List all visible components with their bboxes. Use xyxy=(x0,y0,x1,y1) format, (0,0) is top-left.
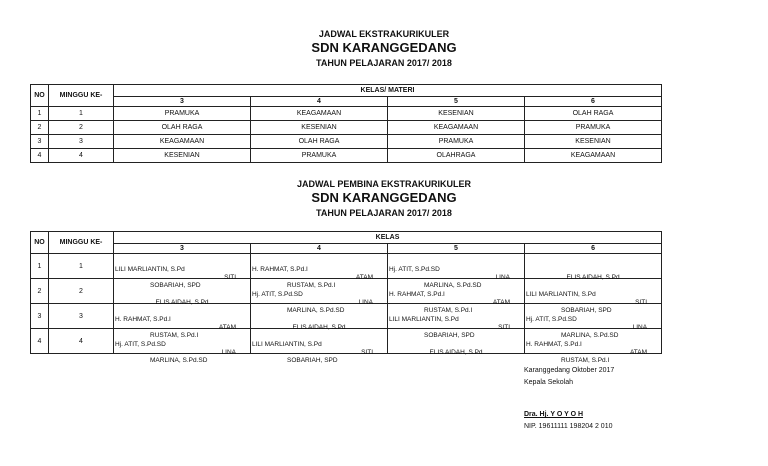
header-kelas-materi: KELAS/ MATERI xyxy=(114,85,662,97)
table-cell: KEAGAMAAN xyxy=(251,107,388,121)
row-minggu: 3 xyxy=(49,304,114,329)
row-no: 3 xyxy=(31,304,49,329)
coach-name-line: H. RAHMAT, S.Pd.I xyxy=(115,316,171,323)
table-row xyxy=(31,254,662,279)
coach-name-line: LILI MARLIANTIN, S.Pd xyxy=(526,291,596,298)
row-minggu: 3 xyxy=(49,135,114,149)
header-class-5: 5 xyxy=(388,244,525,254)
coach-name-line: SOBARIAH, SPD xyxy=(424,332,475,339)
table-cell: KEAGAMAAN xyxy=(388,121,525,135)
row-no: 3 xyxy=(31,135,49,149)
coach-name-line: MARLINA, S.Pd.SD xyxy=(150,357,208,364)
row-no: 4 xyxy=(31,149,49,163)
row-minggu: 1 xyxy=(49,107,114,121)
header-class-4: 4 xyxy=(251,244,388,254)
coach-name-line: SITI xyxy=(361,349,373,356)
school-year-title-2: TAHUN PELAJARAN 2017/ 2018 xyxy=(316,208,452,218)
header-class-6: 6 xyxy=(525,244,662,254)
table-cell: KESENIAN xyxy=(388,107,525,121)
row-no: 1 xyxy=(31,107,49,121)
coach-name-line: Hj. ATIT, S.Pd.SD xyxy=(389,266,440,273)
table-row xyxy=(31,279,662,304)
signer-role: Kepala Sekolah xyxy=(524,379,574,386)
header-minggu: MINGGU KE- xyxy=(49,232,114,254)
header-class-4: 4 xyxy=(251,97,388,107)
coach-name-line: H. RAHMAT, S.Pd.I xyxy=(526,341,582,348)
table-cell: OLAH RAGA xyxy=(525,107,662,121)
signer-name: Dra. Hj. Y O Y O H xyxy=(524,411,584,418)
coach-name-line: ATAM xyxy=(355,274,373,281)
row-minggu: 2 xyxy=(49,121,114,135)
coach-name-line: ATAM xyxy=(492,299,510,306)
coach-name-line: SITI xyxy=(498,324,510,331)
coach-name-line: RUSTAM, S.Pd.I xyxy=(424,307,473,314)
table-row xyxy=(31,121,662,135)
coach-table xyxy=(30,231,662,364)
coach-name-line: LINA xyxy=(632,324,648,331)
coach-name-line: SOBARIAH, SPD xyxy=(287,357,338,364)
coach-name-line: MARLINA, S.Pd.SD xyxy=(424,282,482,289)
table-cell: KESENIAN xyxy=(114,149,251,163)
header-class-3: 3 xyxy=(114,97,251,107)
row-minggu: 4 xyxy=(49,329,114,354)
coach-name-line: Hj. ATIT, S.Pd.SD xyxy=(115,341,166,348)
coach-name-line: ELIS AIDAH, S.Pd xyxy=(292,324,346,331)
school-year-title: TAHUN PELAJARAN 2017/ 2018 xyxy=(316,58,452,68)
table-cell: OLAH RAGA xyxy=(114,121,251,135)
coach-cell xyxy=(525,279,662,314)
coach-name-line: RUSTAM, S.Pd.I xyxy=(287,282,336,289)
coach-cell xyxy=(114,304,251,339)
coach-name-line: SITI xyxy=(635,299,648,306)
table-cell: OLAH RAGA xyxy=(251,135,388,149)
coach-schedule-title: JADWAL PEMBINA EKSTRAKURIKULER xyxy=(296,179,471,189)
row-no: 2 xyxy=(31,279,49,304)
row-no: 4 xyxy=(31,329,49,354)
coach-name-line: RUSTAM, S.Pd.I xyxy=(150,332,199,339)
row-minggu: 1 xyxy=(49,254,114,279)
coach-cell xyxy=(251,329,388,364)
table-cell: KESENIAN xyxy=(251,121,388,135)
schedule-table xyxy=(30,84,662,163)
table-cell: PRAMUKA xyxy=(114,107,251,121)
table-cell: KEAGAMAAN xyxy=(525,149,662,163)
table-cell: PRAMUKA xyxy=(251,149,388,163)
coach-name-line: RUSTAM, S.Pd.I xyxy=(561,357,610,364)
signer-nip: NIP. 19611111 198204 2 010 xyxy=(524,423,613,430)
table-cell: KEAGAMAAN xyxy=(114,135,251,149)
coach-name-line: LINA xyxy=(221,349,236,356)
coach-cell xyxy=(525,254,662,279)
row-minggu: 4 xyxy=(49,149,114,163)
coach-name-line: LILI MARLIANTIN, S.Pd xyxy=(389,316,459,323)
coach-name-line: ATAM xyxy=(218,324,236,331)
table-row xyxy=(31,107,662,121)
table-cell: OLAHRAGA xyxy=(388,149,525,163)
coach-cell xyxy=(114,254,251,289)
row-no: 2 xyxy=(31,121,49,135)
row-no: 1 xyxy=(31,254,49,279)
table-row xyxy=(31,135,662,149)
table-cell: PRAMUKA xyxy=(525,121,662,135)
header-class-3: 3 xyxy=(114,244,251,254)
coach-name-line: LINA xyxy=(358,299,373,306)
coach-name-line: Hj. ATIT, S.Pd.SD xyxy=(252,291,303,298)
coach-name-line: MARLINA, S.Pd.SD xyxy=(287,307,345,314)
header-kelas: KELAS xyxy=(114,232,662,244)
table-cell: KESENIAN xyxy=(525,135,662,149)
header-no: NO xyxy=(31,85,49,107)
header-class-5: 5 xyxy=(388,97,525,107)
coach-name-line: LILI MARLIANTIN, S.Pd xyxy=(115,266,185,273)
table-cell: PRAMUKA xyxy=(388,135,525,149)
coach-name-line: LINA xyxy=(495,274,510,281)
coach-name-line: H. RAHMAT, S.Pd.I xyxy=(252,266,308,273)
coach-cell xyxy=(388,254,525,289)
place-date: Karanggedang Oktober 2017 xyxy=(524,367,615,374)
coach-name-line: ELIS AIDAH, S.Pd xyxy=(566,274,620,281)
coach-name-line: SOBARIAH, SPD xyxy=(561,307,612,314)
coach-name-line: ATAM xyxy=(629,349,648,356)
row-minggu: 2 xyxy=(49,279,114,304)
coach-name-line: SOBARIAH, SPD xyxy=(150,282,201,289)
header-no: NO xyxy=(31,232,49,254)
school-name-title: SDN KARANGGEDANG xyxy=(311,40,457,55)
coach-name-line: LILI MARLIANTIN, S.Pd xyxy=(252,341,322,348)
coach-name-line: ELIS AIDAH, S.Pd xyxy=(429,349,483,356)
schedule-title: JADWAL EKSTRAKURIKULER xyxy=(318,29,450,39)
coach-name-line: Hj. ATIT, S.Pd.SD xyxy=(526,316,577,323)
coach-name-line: SITI xyxy=(224,274,236,281)
header-minggu: MINGGU KE- xyxy=(49,85,114,107)
coach-name-line: MARLINA, S.Pd.SD xyxy=(561,332,619,339)
school-name-title-2: SDN KARANGGEDANG xyxy=(311,190,457,205)
table-row xyxy=(31,149,662,163)
coach-cell xyxy=(251,254,388,289)
header-class-6: 6 xyxy=(525,97,662,107)
coach-name-line: ELIS AIDAH, S.Pd xyxy=(155,299,209,306)
coach-name-line: H. RAHMAT, S.Pd.I xyxy=(389,291,445,298)
